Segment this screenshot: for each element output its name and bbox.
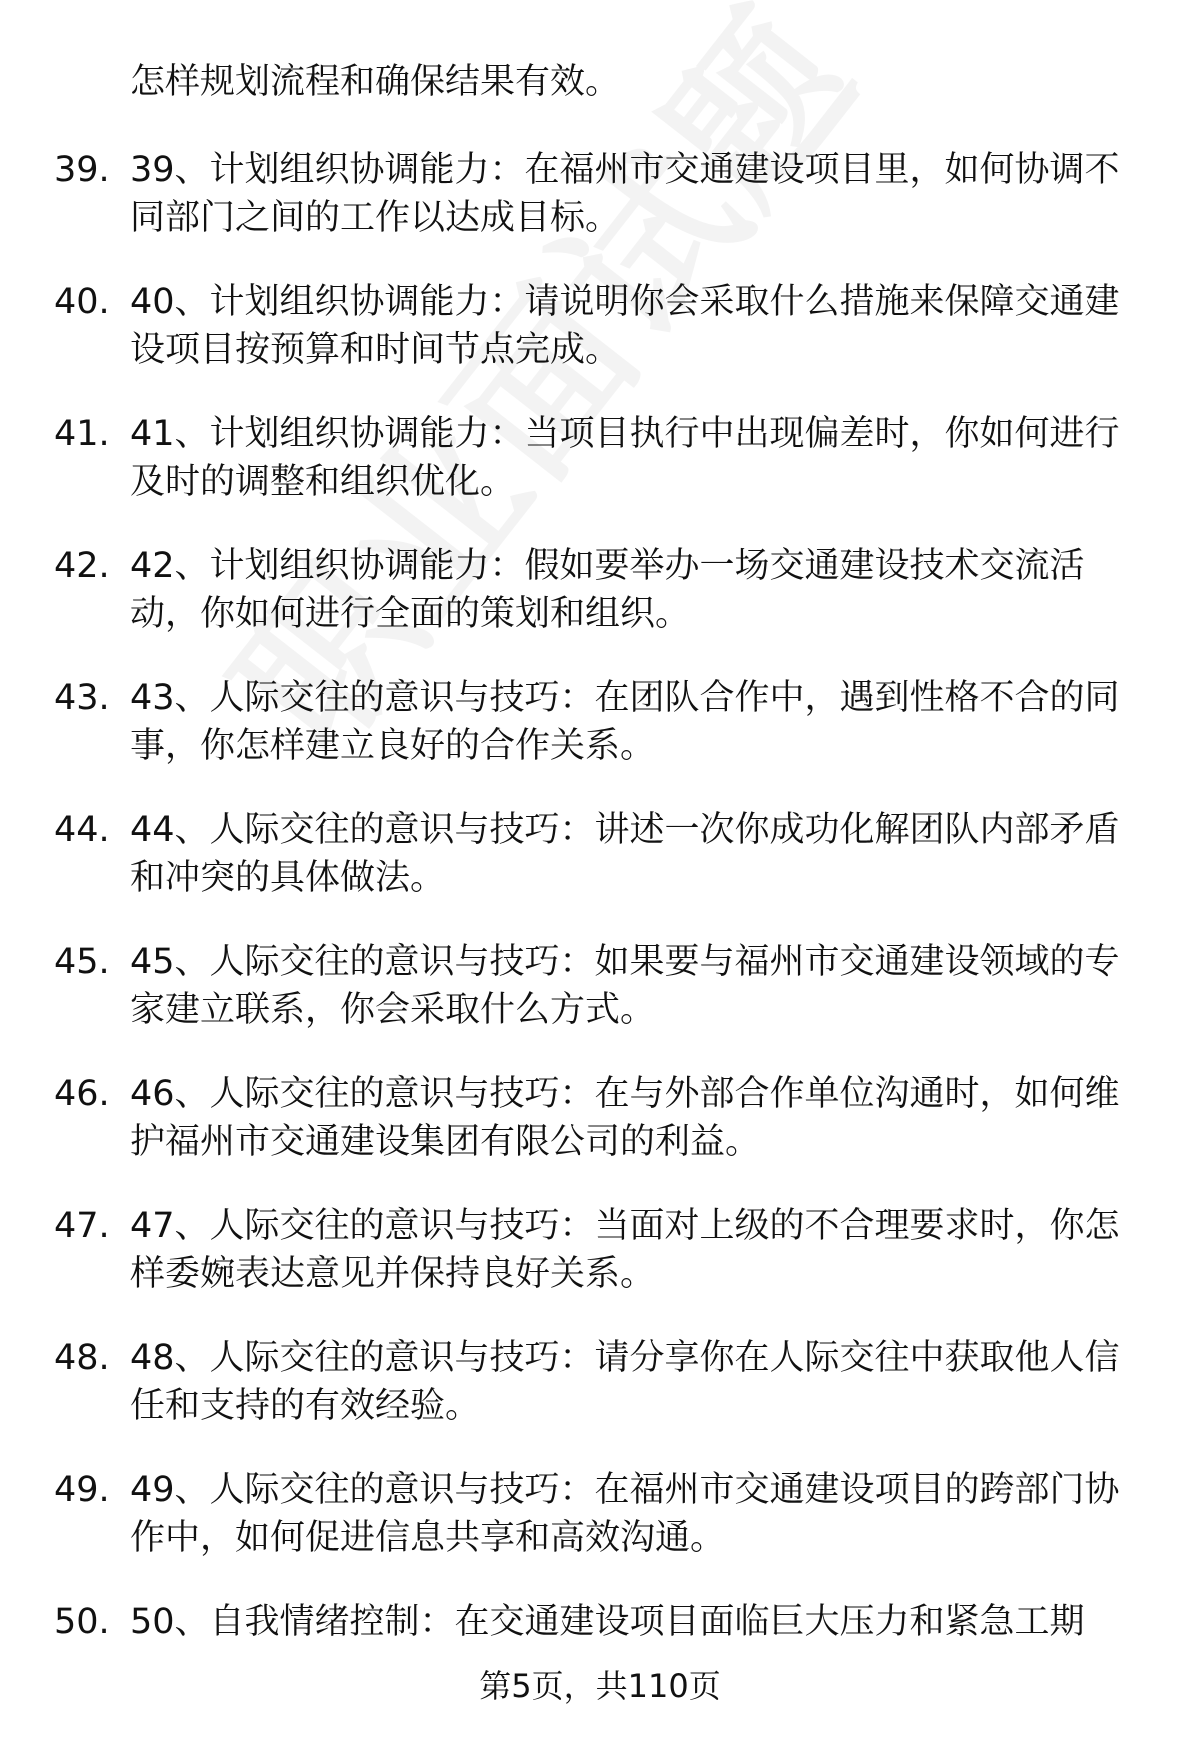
item-text: 40、计划组织协调能力：请说明你会采取什么措施来保障交通建设项目按预算和时间节点完成。	[130, 282, 1120, 370]
list-item	[0, 1202, 1200, 1334]
item-number: 50.	[54, 1602, 110, 1642]
list-item	[0, 278, 1200, 410]
item-text: 44、人际交往的意识与技巧：讲述一次你成功化解团队内部矛盾和冲突的具体做法。	[130, 810, 1120, 898]
item-text: 45、人际交往的意识与技巧：如果要与福州市交通建设领域的专家建立联系，你会采取什么方式。	[130, 942, 1120, 1030]
item-number: 46.	[54, 1074, 110, 1114]
list-item	[0, 1334, 1200, 1466]
page-number-footer: 第5页，共110页	[479, 1667, 721, 1705]
item-number: 39.	[54, 150, 110, 190]
item-number: 42.	[54, 546, 110, 586]
item-number: 48.	[54, 1338, 110, 1378]
item-text: 46、人际交往的意识与技巧：在与外部合作单位沟通时，如何维护福州市交通建设集团有限公司的利益。	[130, 1074, 1120, 1162]
item-number: 40.	[54, 282, 110, 322]
item-number: 45.	[54, 942, 110, 982]
list-item	[0, 146, 1200, 278]
list-item	[0, 1466, 1200, 1598]
item-number: 43.	[54, 678, 110, 718]
question-list	[0, 146, 1200, 1730]
item-text: 39、计划组织协调能力：在福州市交通建设项目里，如何协调不同部门之间的工作以达成目标。	[130, 150, 1120, 238]
list-item	[0, 938, 1200, 1070]
item-text: 49、人际交往的意识与技巧：在福州市交通建设项目的跨部门协作中，如何促进信息共享和高效沟通。	[130, 1470, 1120, 1558]
item-number: 41.	[54, 414, 110, 454]
list-item	[0, 806, 1200, 938]
item-text: 43、人际交往的意识与技巧：在团队合作中，遇到性格不合的同事，你怎样建立良好的合作关系。	[130, 678, 1120, 766]
item-text: 47、人际交往的意识与技巧：当面对上级的不合理要求时，你怎样委婉表达意见并保持良好关系。	[130, 1206, 1120, 1294]
item-number: 47.	[54, 1206, 110, 1246]
item-text: 48、人际交往的意识与技巧：请分享你在人际交往中获取他人信任和支持的有效经验。	[130, 1338, 1120, 1426]
item-text: 42、计划组织协调能力：假如要举办一场交通建设技术交流活动，你如何进行全面的策划和组织。	[130, 546, 1085, 634]
list-item	[0, 674, 1200, 806]
item-number: 49.	[54, 1470, 110, 1510]
list-item	[0, 410, 1200, 542]
list-item	[0, 542, 1200, 674]
item-text: 50、自我情绪控制：在交通建设项目面临巨大压力和紧急工期	[130, 1602, 1085, 1642]
continuation-text: 怎样规划流程和确保结果有效。	[130, 62, 621, 102]
item-number: 44.	[54, 810, 110, 850]
item-text: 41、计划组织协调能力：当项目执行中出现偏差时，你如何进行及时的调整和组织优化。	[130, 414, 1120, 502]
list-item	[0, 1070, 1200, 1202]
